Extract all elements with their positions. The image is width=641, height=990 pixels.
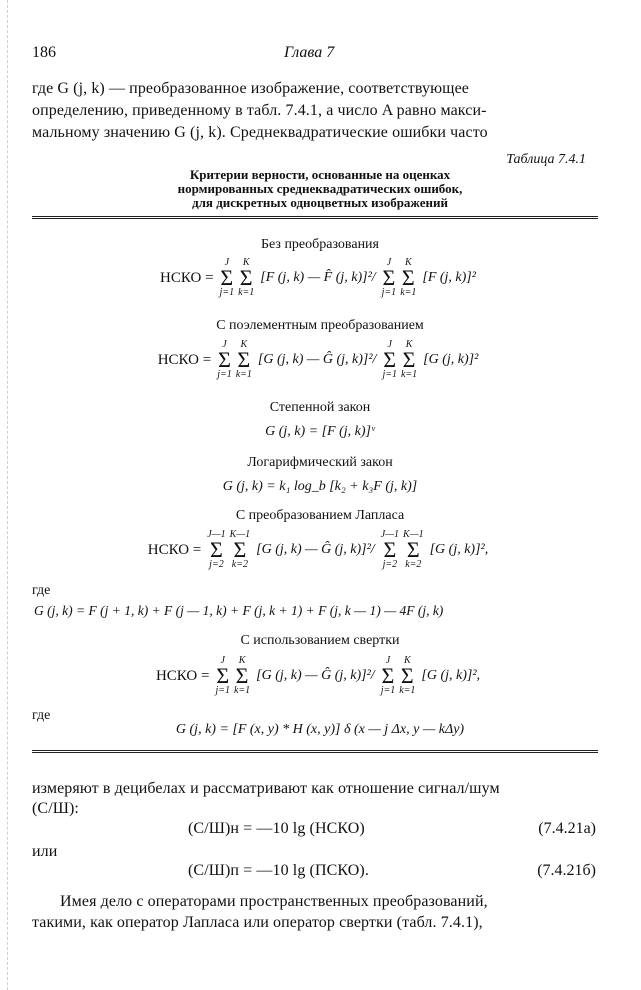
sum-symbol: J Σ j=1	[382, 339, 397, 380]
formula-nsko-1	[30, 258, 610, 298]
sum-symbol: J Σ j=1	[381, 257, 397, 298]
sum-symbol: K Σ k=1	[235, 339, 252, 380]
formula-convolution: G (j, k) = [F (x, y) * H (x, y)] δ (x — j Δx, y — kΔy)	[175, 722, 465, 737]
equation-number-b: (7.4.21б)	[537, 862, 596, 879]
sum-symbol: K—1 Σ k=2	[403, 529, 424, 570]
table-caption-2: нормированных среднеквадратических ошибок,	[177, 181, 463, 196]
section-log-law: Логарифмический закон	[247, 455, 393, 470]
sum-symbol: J—1 Σ j=2	[380, 529, 400, 570]
sum-symbol: K Σ k=1	[400, 339, 418, 380]
nsko-label: НСКО =	[147, 541, 202, 558]
running-head: Глава 7	[284, 44, 335, 61]
section-power-law: Степенной закон	[269, 400, 371, 415]
formula-nsko-convolution	[30, 656, 610, 696]
intro-line-2: определению, приведенному в табл. 7.4.1, а число A равно макси-	[32, 102, 487, 119]
sum-symbol: J Σ j=1	[219, 257, 235, 298]
numerator-term: [G (j, k) — Ĝ (j, k)]²/	[257, 352, 377, 367]
page-number: 186	[32, 44, 56, 61]
after-line-4: такими, как оператор Лапласа или оператор свертки (табл. 7.4.1),	[32, 914, 483, 931]
section-pointwise-transform: С поэлементным преобразованием	[216, 318, 424, 333]
sum-symbol: K Σ k=1	[400, 257, 417, 298]
section-no-transform: Без преобразования	[260, 237, 379, 252]
denominator-term: [G (j, k)]²,	[429, 542, 489, 557]
equation-snr-peak: (С/Ш)п = —10 lg (ПСКО).	[188, 862, 369, 879]
denominator-term: [F (j, k)]²	[422, 270, 476, 285]
sum-symbol: J Σ j=1	[215, 655, 230, 696]
table-caption-1: Критерии верности, основанные на оценках	[189, 167, 451, 182]
table-bottom-rule	[32, 750, 598, 753]
section-laplace: С преобразованием Лапласа	[235, 508, 405, 523]
nsko-label: НСКО =	[160, 269, 214, 286]
scan-margin-line	[7, 0, 8, 990]
formula-nsko-2	[30, 340, 610, 380]
sum-symbol: J Σ j=1	[380, 655, 396, 696]
where-label-2: где	[32, 708, 51, 723]
sum-symbol: J Σ j=1	[217, 339, 232, 380]
after-line-1: измеряют в децибелах и рассматривают как отношение сигнал/шум	[32, 780, 500, 797]
intro-line-1: где G (j, k) — преобразованное изображение, соответствующее	[32, 80, 469, 97]
equation-snr-normalized: (С/Ш)н = —10 lg (НСКО)	[188, 820, 365, 837]
sum-symbol: K Σ k=1	[233, 655, 251, 696]
numerator-term: [G (j, k) — Ĝ (j, k)]²/	[256, 668, 375, 683]
sum-symbol: K—1 Σ k=2	[229, 529, 251, 570]
section-convolution: С использованием свертки	[240, 633, 400, 648]
where-label-1: где	[32, 583, 51, 598]
numerator-term: [G (j, k) — Ĝ (j, k)]²/	[256, 542, 375, 557]
denominator-term: [G (j, k)]²	[423, 352, 479, 367]
nsko-label: НСКО =	[157, 351, 212, 368]
nsko-label: НСКО =	[155, 667, 210, 684]
table-label: Таблица 7.4.1	[506, 152, 586, 167]
after-line-2: (С/Ш):	[32, 800, 79, 817]
formula-log-law: G (j, k) = k₁ log_b [k₂ + k₃F (j, k)]	[222, 479, 418, 494]
formula-nsko-laplace	[30, 530, 610, 570]
formula-power-law: G (j, k) = [F (j, k)]ᵛ	[265, 424, 375, 439]
table-top-rule	[32, 216, 598, 219]
or-label: или	[32, 843, 58, 860]
after-line-3: Имея дело с операторами пространственных преобразований,	[60, 893, 488, 910]
table-caption-3: для дискретных одноцветных изображений	[192, 195, 448, 210]
equation-number-a: (7.4.21а)	[538, 820, 596, 837]
sum-symbol: K Σ k=1	[399, 655, 416, 696]
denominator-term: [G (j, k)]²,	[421, 668, 481, 683]
numerator-term: [F (j, k) — F̂ (j, k)]²/	[260, 270, 376, 285]
formula-laplace-operator: G (j, k) = F (j + 1, k) + F (j — 1, k) + F (j, k + 1) + F (j, k — 1) — 4F (j, k)	[34, 603, 444, 618]
intro-line-3: мальному значению G (j, k). Среднеквадратические ошибки часто	[32, 124, 488, 141]
sum-symbol: J—1 Σ j=2	[207, 529, 226, 570]
sum-symbol: K Σ k=1	[238, 257, 255, 298]
